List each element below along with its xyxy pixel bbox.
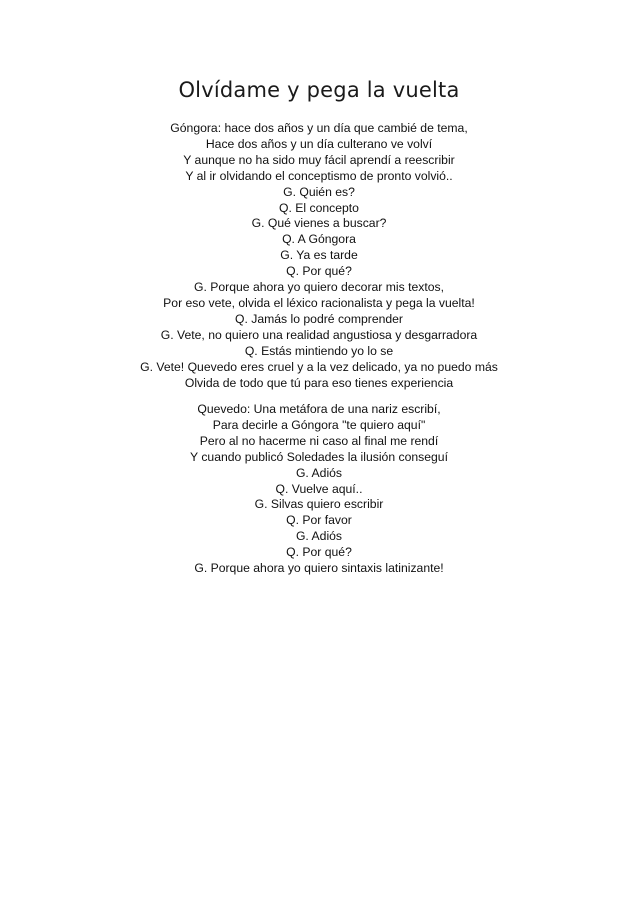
verse-line: Q. Por qué?: [286, 264, 352, 279]
verse-line: G. Silvas quiero escribir: [254, 497, 384, 512]
verse-line: G. Vete! Quevedo eres cruel y a la vez delicado, ya no puedo más: [140, 359, 498, 374]
verse-line: Q. Por favor: [286, 513, 352, 528]
verse-line: Q. Vuelve aquí..: [275, 481, 363, 496]
verse-line: G. Quién es?: [283, 184, 355, 199]
verse-line: Y al ir olvidando el conceptismo de pronto volvió..: [185, 168, 453, 183]
verse-line: Olvida de todo que tú para eso tienes experiencia: [184, 375, 454, 390]
verse-line: Q. Estás mintiendo yo lo se: [244, 343, 394, 358]
verse-line: G. Porque ahora yo quiero sintaxis latinizante!: [194, 561, 444, 576]
verse-line: Q. El concepto: [279, 200, 359, 215]
stanza-1: [0, 121, 638, 391]
verse-line: Q. Por qué?: [286, 545, 352, 560]
verse-line: G. Ya es tarde: [280, 248, 358, 263]
verse-line: Y cuando publicó Soledades la ilusión conseguí: [190, 449, 448, 464]
verse-line: G. Adiós: [295, 465, 343, 480]
verse-line: Quevedo: Una metáfora de una nariz escribí,: [197, 402, 441, 416]
page-title: Olvídame y pega la vuelta: [178, 78, 460, 102]
verse-line: Q. A Góngora: [282, 232, 356, 247]
verse-line: Q. Jamás lo podré comprender: [235, 311, 403, 326]
verse-line: G. Qué vienes a buscar?: [251, 216, 387, 231]
verse-line: Y aunque no ha sido muy fácil aprendí a reescribir: [183, 152, 455, 167]
stanza-2: [0, 402, 638, 577]
verse-line: Pero al no hacerme ni caso al final me rendí: [199, 433, 439, 448]
verse-line: G. Adiós: [295, 529, 343, 544]
verse-line: Para decirle a Góngora "te quiero aquí": [212, 417, 426, 432]
verse-line: Por eso vete, olvida el léxico racionalista y pega la vuelta!: [163, 295, 475, 310]
verse-line: Hace dos años y un día culterano ve volví: [205, 136, 433, 151]
verse-line: Góngora: hace dos años y un día que cambié de tema,: [170, 121, 468, 135]
verse-line: G. Vete, no quiero una realidad angustiosa y desgarradora: [160, 327, 478, 342]
verse-line: G. Porque ahora yo quiero decorar mis textos,: [194, 280, 444, 295]
